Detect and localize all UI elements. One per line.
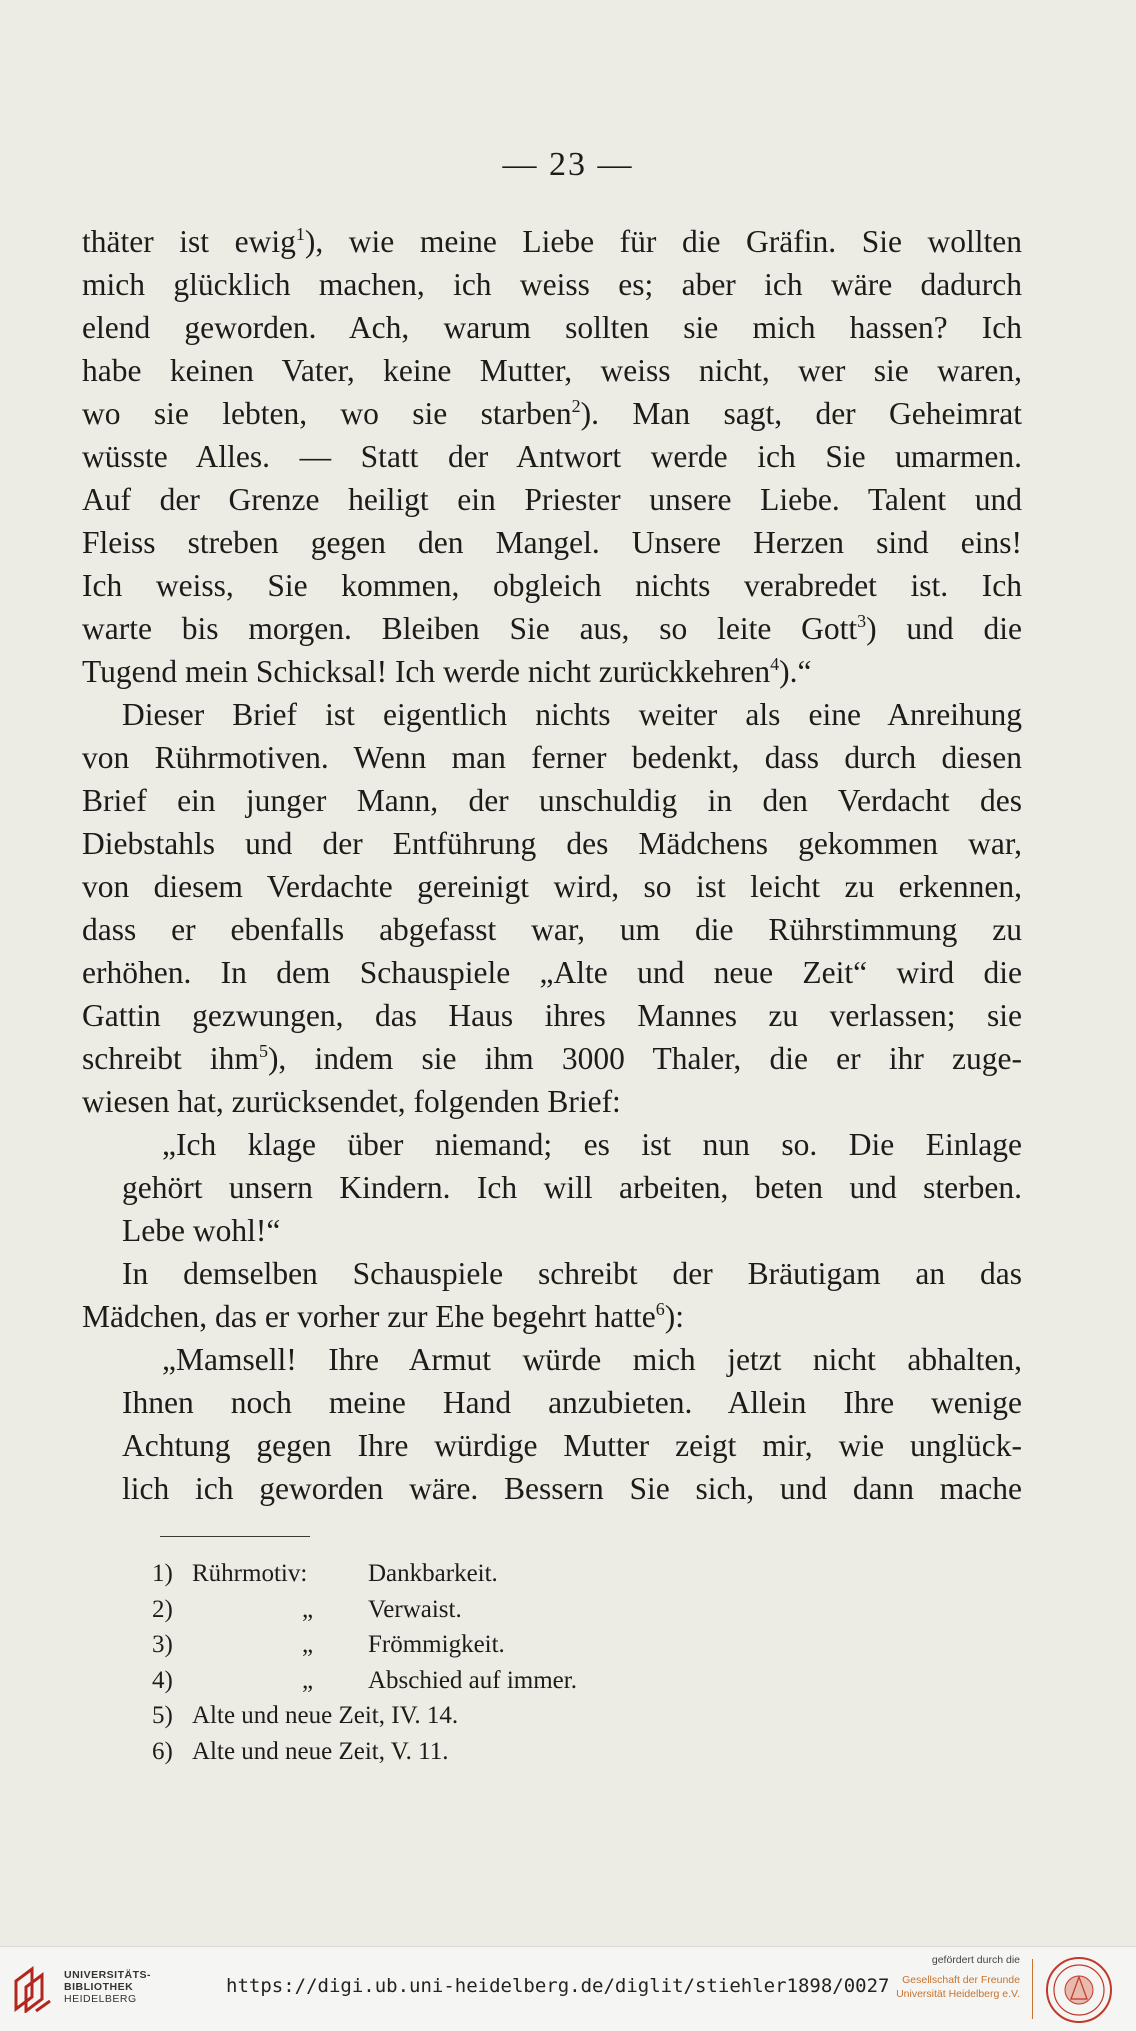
footnotes [152, 1556, 752, 1769]
footnote [152, 1627, 752, 1663]
text-line: Ihnen noch meine Hand anzubieten. Allein Ihre wenige [122, 1385, 1022, 1420]
footnote [152, 1556, 752, 1592]
footnote-mark: 5) [152, 1702, 173, 1729]
text-line: wo sie lebten, wo sie starben$^2$). Man sagt, der Geheimrat [82, 396, 1022, 431]
text-line: In demselben Schauspiele schreibt der Bräutigam an das [122, 1256, 1022, 1291]
footnote [152, 1698, 752, 1734]
footnote [152, 1663, 752, 1699]
footnote-ditto: „ [302, 1666, 314, 1694]
text-line: elend geworden. Ach, warum sollten sie mich hassen? Ich [82, 310, 1022, 345]
footnote-text: Alte und neue Zeit, IV. 14. [192, 1702, 459, 1729]
text-line: von Rührmotiven. Wenn man ferner bedenkt, dass durch diesen [82, 740, 1022, 775]
footnote [152, 1734, 752, 1770]
library-logo-icon[interactable] [12, 1965, 54, 2013]
footnote-head: Rührmotiv: [192, 1560, 308, 1587]
footnote-ditto: „ [302, 1631, 314, 1658]
text-line: dass er ebenfalls abgefasst war, um die Rührstimmung zu [82, 912, 1022, 947]
text-line: Diebstahls und der Entführung des Mädchens gekommen war, [82, 826, 1022, 861]
text-line: Lebe wohl!“ [122, 1213, 281, 1248]
text-line: Brief ein junger Mann, der unschuldig in den Verdacht des [82, 783, 1022, 818]
text-line: habe keinen Vater, keine Mutter, weiss nicht, wer sie waren, [82, 353, 1022, 388]
library-name[interactable] [64, 1969, 151, 2005]
viewer-footer [0, 1946, 1136, 2031]
text-line: schreibt ihm$^5$), indem sie ihm 3000 Thaler, die er ihr zuge- [82, 1041, 1023, 1076]
footnote [152, 1592, 752, 1628]
sponsor-org: Gesellschaft der Freunde [902, 1974, 1020, 1986]
footnote-rule [160, 1536, 310, 1537]
text-line: „Mamsell! Ihre Armut würde mich jetzt nicht abhalten, [162, 1342, 1022, 1377]
text-line: erhöhen. In dem Schauspiele „Alte und neue Zeit“ wird die [82, 955, 1022, 990]
sponsor-lead: gefördert durch die [931, 1954, 1020, 1966]
footer-divider [1032, 1959, 1033, 2019]
text-line: wüsste Alles. — Statt der Antwort werde ich Sie umarmen. [82, 439, 1022, 474]
text-line: wiesen hat, zurücksendet, folgenden Brief: [82, 1084, 621, 1119]
footnote-text: Verwaist. [368, 1595, 462, 1623]
page-number: — 23 — [502, 146, 634, 183]
footnote-text: Alte und neue Zeit, V. 11. [192, 1737, 449, 1765]
university-seal-icon [1044, 1955, 1114, 2025]
footnote-ditto: „ [302, 1595, 314, 1623]
text-line: Gattin gezwungen, das Haus ihres Mannes zu verlassen; sie [82, 998, 1022, 1033]
library-name-line: UNIVERSITÄTS- [64, 1969, 152, 1981]
sponsor-note[interactable] [870, 1953, 1020, 2001]
text-line: Tugend mein Schicksal! Ich werde nicht zurückkehren$^4$).“ [82, 654, 812, 689]
text-line: lich ich geworden wäre. Bessern Sie sich, und dann mache [122, 1471, 1022, 1506]
text-line: gehört unsern Kindern. Ich will arbeiten, beten und sterben. [122, 1170, 1022, 1205]
footnote-mark: 6) [152, 1737, 173, 1765]
text-line: Achtung gegen Ihre würdige Mutter zeigt mir, wie unglück- [122, 1428, 1022, 1463]
text-line: Fleiss streben gegen den Mangel. Unsere Herzen sind eins! [82, 525, 1022, 560]
footnote-text: Frömmigkeit. [368, 1631, 505, 1658]
footnote-mark: 2) [152, 1595, 173, 1623]
footnote-mark: 3) [152, 1631, 173, 1658]
text-line: Auf der Grenze heiligt ein Priester unsere Liebe. Talent und [82, 482, 1022, 517]
text-line: thäter ist ewig$^1$), wie meine Liebe für die Gräfin. Sie wollten [82, 224, 1022, 259]
footnote-text: Abschied auf immer. [368, 1666, 577, 1694]
permalink-url[interactable]: https://digi.ub.uni-heidelberg.de/diglit/stiehler1898/0027 [226, 1975, 890, 1997]
text-line: von diesem Verdachte gereinigt wird, so ist leicht zu erkennen, [82, 869, 1022, 904]
library-name-line: BIBLIOTHEK [64, 1981, 134, 1993]
footnote-text: Dankbarkeit. [368, 1560, 498, 1587]
text-line: „Ich klage über niemand; es ist nun so. Die Einlage [162, 1127, 1022, 1162]
text-line: Mädchen, das er vorher zur Ehe begehrt hatte$^6$): [82, 1299, 684, 1334]
text-line: Dieser Brief ist eigentlich nichts weiter als eine Anreihung [122, 697, 1022, 732]
text-line: Ich weiss, Sie kommen, obgleich nichts verabredet ist. Ich [82, 568, 1022, 603]
sponsor-org: Universität Heidelberg e.V. [896, 1988, 1020, 2000]
text-line: mich glücklich machen, ich weiss es; aber ich wäre dadurch [82, 267, 1022, 302]
library-name-line: HEIDELBERG [64, 1993, 137, 2005]
footnote-mark: 1) [152, 1560, 173, 1587]
text-line: warte bis morgen. Bleiben Sie aus, so leite Gott$^3$) und die [82, 611, 1022, 646]
footnote-mark: 4) [152, 1666, 173, 1694]
body-text [82, 220, 1022, 1510]
